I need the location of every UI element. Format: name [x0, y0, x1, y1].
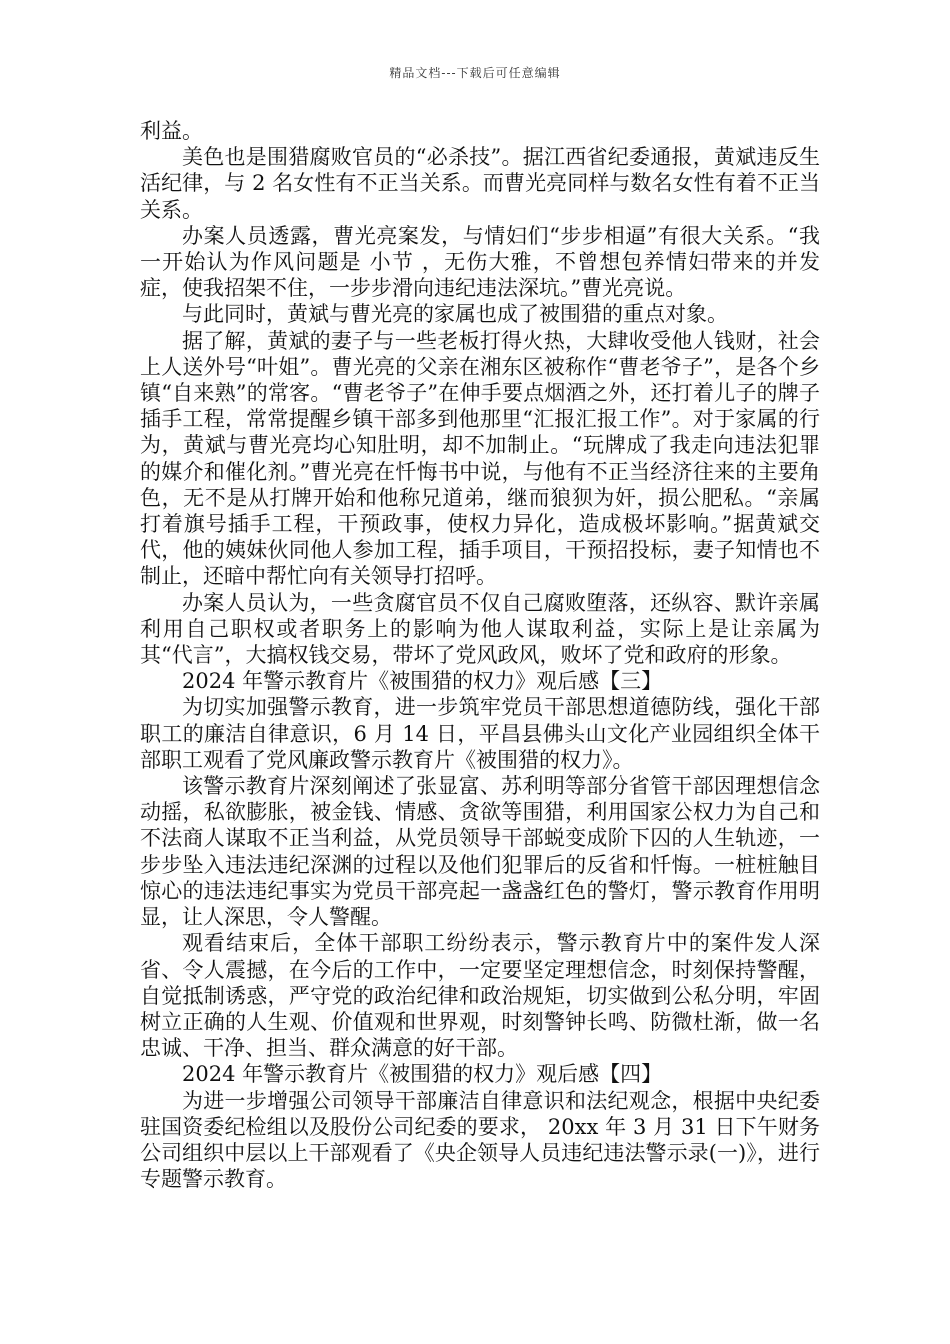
paragraph: 观看结束后，全体干部职工纷纷表示，警示教育片中的案件发人深省、令人震撼，在今后的工作中，一定要坚定理想信念，时刻保持警醒，自觉抵制诱惑，严守党的政治纪律和政治规矩，切实做到公私分明，牢固树立正确的人生观、价值观和世界观，时刻警钟长鸣、防微杜渐，做一名忠诚、干净、担当、群众满意的好干部。: [140, 931, 820, 1061]
paragraph: 办案人员透露，曹光亮案发，与情妇们“步步相逼”有很大关系。“我一开始认为作风问题是 小节 ，无伤大雅，不曾想包养情妇带来的并发症，使我招架不住，一步步滑向违纪违法深坑。”曹光亮说。: [140, 223, 820, 301]
page-header: 精品文档---下载后可任意编辑: [389, 66, 561, 80]
paragraph: 美色也是围猎腐败官员的“必杀技”。据江西省纪委通报，黄斌违反生活纪律，与 2 名女性有不正当关系。而曹光亮同样与数名女性有着不正当关系。: [140, 145, 820, 222]
section-heading: 2024 年警示教育片《被围猎的权力》观后感【四】: [182, 1062, 663, 1087]
paragraph: 该警示教育片深刻阐述了张显富、苏利明等部分省管干部因理想信念动摇，私欲膨胀，被金钱、情感、贪欲等围猎，利用国家公权力为自己和不法商人谋取不正当利益，从党员领导干部蜕变成阶下囚的人生轨迹，一步步坠入违法违纪深渊的过程以及他们犯罪后的反省和忏悔。一桩桩触目惊心的违法违纪事实为党员干部亮起一盏盏红色的警灯，警示教育作用明显，让人深思，令人警醒。: [140, 774, 820, 930]
paragraph: 据了解，黄斌的妻子与一些老板打得火热，大肆收受他人钱财，社会上人送外号“叶姐”。曹光亮的父亲在湘东区被称作“曹老爷子”，是各个乡镇“自来熟”的常客。“曹老爷子”在伸手要点烟酒之外，还打着儿子的牌子插手工程，常常提醒乡镇干部多到他那里“汇报汇报工作”。对于家属的行为，黄斌与曹光亮均心知肚明，却不加制止。“玩牌成了我走向违法犯罪的媒介和催化剂。”曹光亮在忏悔书中说，与他有不正当经济往来的主要角色，无不是从打牌开始和他称兄道弟，继而狼狈为奸，损公肥私。“亲属打着旗号插手工程，干预政事，使权力异化，造成极坏影响。”据黄斌交代，他的姨妹伙同他人参加工程，插手项目，干预招投标，妻子知情也不制止，还暗中帮忙向有关领导打招呼。: [140, 328, 820, 589]
paragraph: 与此同时，黄斌与曹光亮的家属也成了被围猎的重点对象。: [182, 302, 728, 327]
section-heading: 2024 年警示教育片《被围猎的权力》观后感【三】: [182, 669, 663, 694]
paragraph: 为切实加强警示教育，进一步筑牢党员干部思想道德防线，强化干部职工的廉洁自律意识，6 月 14 日，平昌县佛头山文化产业园组织全体干部职工观看了党风廉政警示教育片《被围猎的权力》。: [140, 695, 820, 772]
paragraph: 为进一步增强公司领导干部廉洁自律意识和法纪观念，根据中央纪委驻国资委纪检组以及股份公司纪委的要求， 20xx 年 3 月 31 日下午财务公司组织中层以上干部观看了《央企领导人员违纪违法警示录(一)》，进行专题警示教育。: [140, 1088, 820, 1192]
paragraph: 办案人员认为，一些贪腐官员不仅自己腐败堕落，还纵容、默许亲属利用自己职权或者职务上的影响为他人谋取利益，实际上是让亲属为其“代言”，大搞权钱交易，带坏了党风政风，败坏了党和政府的形象。: [140, 590, 820, 668]
paragraph: 利益。: [140, 119, 203, 143]
document-body: [140, 118, 820, 1192]
